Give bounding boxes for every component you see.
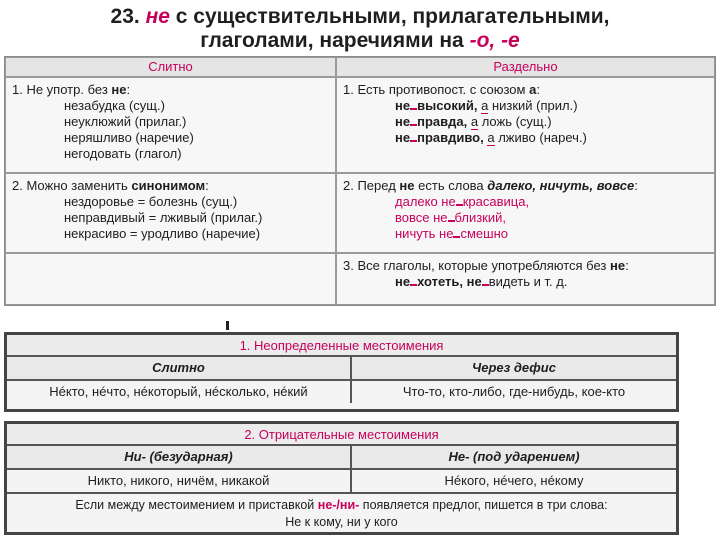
section2-col-left: Ни- (безударная) [7,446,352,470]
section-indefinite [4,332,679,412]
cell-right-3: 3. Все глаголы, которые употребляются без не: не хотеть, не видеть и т. д. [336,253,715,305]
section-negative [4,421,679,535]
section1-right-items: Что-то, кто-либо, где-нибудь, кое-кто [402,384,626,399]
table-row [7,470,676,494]
left1-intro: 1. Не употр. без [12,82,108,97]
header-right: Раздельно [336,57,715,77]
right1-intro: 1. Есть противопост. с союзом [343,82,526,97]
cell-right-1: 1. Есть противопост. с союзом а: не высокий, а низкий (прил.) не правда, а ложь (сущ.) не правдиво, а лживо (нареч.) [336,77,715,173]
table-row [7,381,676,403]
divider-mark [226,321,229,330]
list-item: вовсе не близкий, [395,210,507,225]
section2-left-items: Никто, никого, ничём, никакой [7,470,352,494]
section2-col-right: Не- (под ударением) [352,446,676,470]
list-item: не хотеть, не видеть и т. д. [395,274,568,289]
section1-left-items: Нéкто, нéчто, нéкоторый, нéсколько, нéкий [7,381,352,403]
list-item: неуклюжий (прилаг.) [64,114,187,129]
section2-title: 2. Отрицательные местоимения [7,424,676,446]
section2-note-example: Не к кому, ни у кого [285,515,398,529]
cell-right-2: 2. Перед не есть слова далеко, ничуть, вовсе: далеко не красавица, вовсе не близкий, ничуть не смешно [336,173,715,253]
page-title [0,0,720,56]
section1-header-row [7,357,676,381]
title-ne: не [145,5,170,28]
rules-table [4,56,716,306]
title-line2: глаголами, наречиями на [200,29,464,52]
title-line1: с существительными, прилагательными, [175,5,610,28]
list-item: не правдиво, а лживо (нареч.) [395,130,587,145]
section1-col-right: Через дефис [352,357,676,381]
section1-title: 1. Неопределенные местоимения [7,335,676,357]
title-endings: -о, -е [469,29,520,52]
title-number: 23. [110,5,140,28]
cell-left-1: 1. Не употр. без не: незабудка (сущ.) неуклюжий (прилаг.) неряшливо (наречие) негодовать (глагол) [5,77,336,173]
cell-left-2: 2. Можно заменить синонимом: нездоровье = болезнь (сущ.) неправдивый = лживый (прилаг.) некрасиво = уродливо (наречие) [5,173,336,253]
section1-col-left: Слитно [7,357,352,381]
cell-left-3 [5,253,336,305]
section2-note: Если между местоимением и приставкой не-/ни- появляется предлог, пишется в три слова: Не к кому, ни у кого [7,494,676,534]
list-item: далеко не красавица, [395,194,530,209]
right1-conj: а [529,82,537,97]
list-item: неправдивый = лживый (прилаг.) [64,210,263,225]
list-item: некрасиво = уродливо (наречие) [64,226,261,241]
list-item: не правда, а ложь (сущ.) [395,114,552,129]
list-item: негодовать (глагол) [64,146,182,161]
list-item: незабудка (сущ.) [64,98,165,113]
section2-right-items: Нéкого, нéчего, нéкому [352,470,676,494]
left1-bold: не [111,82,127,97]
section2-header-row [7,446,676,470]
header-left: Слитно [5,57,336,77]
list-item: не высокий, а низкий (прил.) [395,98,578,113]
list-item: ничуть не смешно [395,226,508,241]
list-item: неряшливо (наречие) [64,130,194,145]
list-item: нездоровье = болезнь (сущ.) [64,194,238,209]
left2-bold: синонимом [131,178,206,193]
left2-intro: 2. Можно заменить [12,178,128,193]
